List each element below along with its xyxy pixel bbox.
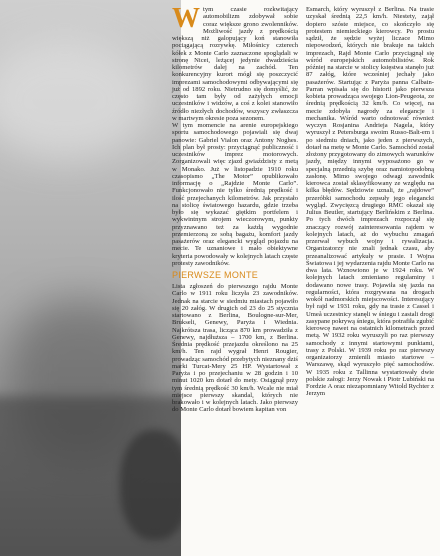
article-column-left bbox=[172, 3, 298, 414]
intro-paragraph: Wtym czasie rozkwitający automobilizm zdobywał sobie coraz większe grono zwolenników. Możliwość jazdy z prędkością większą niż galopujący koń stanowiła pociągającą rozrywkę. Miłośnicy czterech kółek z Monte Carlo zaznaczone spoglądali w stronę Nicei, leżącej jedynie dwadzieścia kilometrów dalej na zachód. Ten konkurencyjny kurort mógł się poszczycić imprezami samochodowymi odbywającymi się już od 1892 roku. Nietrudno się domyślić, że często tam były od zażyłych emocji uczestników i widzów, a coś z kolei stanowiło źródło niezłych dochodów, wszyscy zwłaszcza w martwym okresie poza sezonem. bbox=[172, 3, 298, 122]
article-column-right bbox=[306, 6, 434, 398]
paragraph-right: Esmarch, który wyruszył z Berlina. Na trasie uzyskał średnią 22,5 km/h. Niestety, zajął dopiero szóste miejsce, co skończyło się protestem niemieckiego kierowcy. Po prostu sądził, że sędzie wyżej liczace Mimo niepowodzeń, których nie brakuje na takich imprezach, Rajd Monte Carlo przyciągnął się wśród europejskich automobilistów. Rok później na starcie w stolicy księstwa stanęło już 87 załóg, które wcześniej jechały jako pasażerów. Startując z Paryża panna Calbain-Parran wpisała się do historii jako pierwsza kobieta prowadząca swojego Lion-Peugeota, ze średnią prędkością 32 km/h. Co więcej, na mecie zdobyła nagrody za elegancje i mechanika. Wśród warto odnotować również wyczyn Rosjanina Andrieja Nagela, który wyruszył z Petersburga swoim Russo-Balt-em i po siedmiu dniach, jako jeden z pierwszych, dotarł na metę w Monte Carlo. Samochód został złożony przygotowany do zimowych warunków jazdy, między innymi wyposażono go w specjalną przednią szybę oraz namiotopodobną zasłonę. Mimo swojego odwagi zawodnik kierowca został sklasyfikowany ze względu na kilka błędów. Sędziowie uznali, że „rajdowe” przeróbki samochodu zepsuły jego elegancki wygląd. Zwycięzcą drugiego RMC okazał się Julius Beutler, startujący Berlińskim z Berlina. Po tych dwóch imprezach rozpoczął się znaczący rozwój zainteresowania rajdem w kolejnych latach, aż do wybuchu zmagań przerwał wybuch wojny i rywalizacja. Organizatorzy nie znali jednak czasu, aby przeanalizować artykuły w prasie. I Wojna Światowa i jej wydarzenia rajdu Monte Carlo na dwa lata. Wznowiono je w 1924 roku. W kolejnych latach zmieniano regulaminy i dodawano nowe trasy. Pojawiła się jazda na regularności, która rozgrywana na drogach wokół nadmorskich miejscowości. Interesujący był rajd w 1931 roku, gdy na trasie z Cassel i Umeå uczestnicy stanęli w śniegu i zastali drogi zasypane pokrywą śniegu, która potrafiła zgubić kierowcę nawet na ostatnich kilometrach przed metą. W 1932 roku wyruszyli po raz pierwszy samochody z innymi startowymi punktami, trasy z Polski. W 1939 roku po raz pierwszy organizatorzy zmienili miasto startowe – Warszawę, skąd wyruszyło pięć samochodów. W 1935 roku z Tallinna wystartowały dwie polskie załogi: Jerzy Nowak i Piotr Lubiński na Fordzie A oraz niezapomniany Witold Rychter z Jerzym bbox=[306, 6, 434, 398]
paragraph-2: W tym momencie na arenie europejskiego sportu samochodowego pojawiali się dwaj panowie: Gabriel Vialon oraz Antony Noghes. Ich plan był prosty: przyciągnąć publiczność i uczestników imprez motorowych. Zorganizowali więc zjazd gwiaździsty z metą w Monako. Już w listopadzie 1910 roku czasopismo „The Motor” opublikowało informację o „Rajdzie Monte Carlo”. Funkcjonowało nie tylko średnią prędkość i ilość przejechanych kilometrów. Jak przystało na stolicę światowego hazardu, gdzie trzeba było się wykazać giętkim portfelem i wykwintnym strojem wieczorowym, punkty przyznawano też za każdą wygodnie przemierzoną ze sobą bagażu, komfort jazdy pasażerów oraz elegancki wygląd pojazdu na mecie. Te uznaniowe i mało obiektywne kryteria powodowały w kolejnych latach częste protesty zawodników. bbox=[172, 122, 298, 267]
drop-cap: W bbox=[172, 3, 200, 34]
section-heading: PIERWSZE MONTE bbox=[172, 270, 259, 280]
paragraph-3: Lista zgłoszeń do pierwszego rajdu Monte Carlo w 1911 roku liczyła 23 zawodników. Jednak na starcie w siedmiu miastach pojawiło się 20 załóg. W drugich od 23 do 25 stycznia startowano z Berlina, Boulogne-sur-Mer, Brukseli, Genewy, Paryża i Wiednia. Najkrótsza trasa, licząca 870 km prowadziła z Genewy, najdłuższa – 1700 km, z Berlina. Średnia prędkość przejazdu określono na 25 km/h. Ten rajd wygrał Henri Rougier, prowadząc samochód przebytych nieznany dziś marki Turcat-Mery 25 HP. Wystartował z Paryża i po przejechaniu w 28 godzin i 10 minut 1020 km dotarł do mety. Osiągnął przy tym średnią prędkość 30 km/h. Wcale nie miał miejsce pierwszy skandal, których nie brakowało i w kolejnych latach. Jako pierwszy do Monte Carlo dotarł bowiem kapitan von bbox=[172, 283, 298, 414]
rally-photo bbox=[0, 0, 181, 556]
